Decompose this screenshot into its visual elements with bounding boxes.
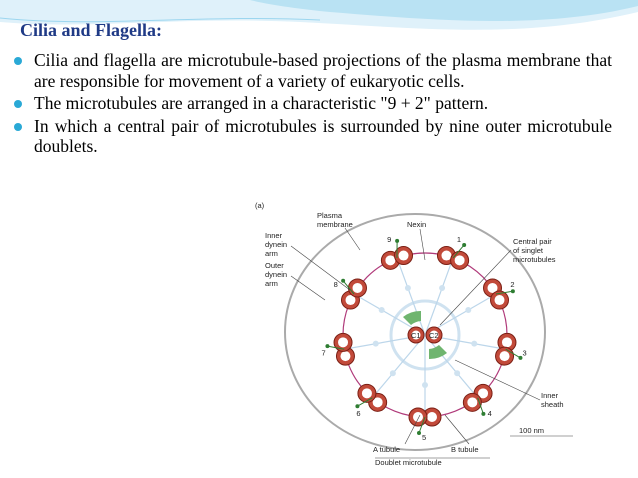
doublet-number: 4 xyxy=(487,409,492,419)
axoneme-diagram xyxy=(255,200,577,478)
doublet-number: 7 xyxy=(321,348,326,358)
label-nexin: Nexin xyxy=(407,220,427,229)
dynein-arm-head xyxy=(417,431,421,435)
central-number: C2 xyxy=(429,331,439,340)
radial-spoke xyxy=(372,335,425,398)
central-number: C1 xyxy=(411,331,421,340)
bullet-item xyxy=(12,93,612,114)
central-sheath-projection xyxy=(403,311,421,325)
label-inner-dynein-2: dynein xyxy=(265,240,288,249)
dynein-arm-head xyxy=(395,239,399,243)
dynein-arm-head xyxy=(481,412,485,416)
spoke-head xyxy=(390,370,396,376)
b-tubule-lumen xyxy=(413,412,423,422)
slide-title: Cilia and Flagella: xyxy=(20,20,163,40)
doublet-number: 8 xyxy=(333,280,338,289)
a-tubule-lumen xyxy=(340,351,350,361)
label-outer-dynein-2: dynein xyxy=(265,270,288,279)
dynein-arm-head xyxy=(341,279,345,283)
axoneme-diagram-svg xyxy=(255,200,577,478)
radial-spoke xyxy=(425,335,478,398)
panel-label: (a) xyxy=(255,201,265,210)
label-b-tubule: B tubule xyxy=(451,445,479,454)
label-outer-dynein-3: arm xyxy=(265,279,278,288)
microtubule-doublet xyxy=(322,333,355,365)
a-tubule-lumen xyxy=(427,412,437,422)
microtubule-doublet xyxy=(463,384,492,418)
bullet-item xyxy=(12,116,612,157)
central-sheath-projection xyxy=(429,345,447,359)
spoke-head xyxy=(454,370,460,376)
b-tubule-lumen xyxy=(399,251,409,261)
doublet-number: 1 xyxy=(456,235,462,245)
microtubule-doublet xyxy=(437,235,468,269)
bullet-text: The microtubules are arranged in a characteristic "9 + 2" pattern. xyxy=(34,93,489,113)
b-tubule-lumen xyxy=(500,351,510,361)
b-tubule-lumen xyxy=(338,337,348,347)
dynein-arm-head xyxy=(462,243,466,247)
label-scale: 100 nm xyxy=(519,426,545,435)
label-central-pair-1: Central pair xyxy=(513,237,552,246)
bullet-list xyxy=(12,50,612,157)
label-inner-sheath-1: Inner xyxy=(541,391,559,400)
dynein-arm-head xyxy=(511,289,515,293)
microtubule-doublet xyxy=(334,279,367,309)
b-tubule-lumen xyxy=(362,388,372,398)
dynein-arm-head xyxy=(325,344,329,348)
spoke-head xyxy=(405,285,411,291)
label-membrane: membrane xyxy=(317,220,353,229)
spoke-head xyxy=(439,285,445,291)
doublet-number: 6 xyxy=(356,409,361,419)
spoke-head xyxy=(379,307,385,313)
b-tubule-lumen xyxy=(495,295,505,305)
doublet-number: 5 xyxy=(422,433,427,442)
a-tubule-lumen xyxy=(441,251,451,261)
doublet-number: 3 xyxy=(522,348,527,358)
label-a-tubule: A tubule xyxy=(373,445,401,454)
label-inner-dynein-1: Inner xyxy=(265,231,283,240)
dynein-arm-head xyxy=(355,404,359,408)
a-tubule-lumen xyxy=(502,337,512,347)
label-doublet: Doublet microtubule xyxy=(375,458,442,467)
b-tubule-lumen xyxy=(455,255,465,265)
a-tubule-lumen xyxy=(385,255,395,265)
microtubule-doublet xyxy=(496,333,527,365)
b-tubule-lumen xyxy=(467,397,477,407)
microtubule-doublet xyxy=(484,279,515,309)
microtubule-doublet xyxy=(355,384,386,418)
bullet-text: Cilia and flagella are microtubule-based projections of the plasma membrane that are responsible for movement of a variety of eukaryotic cells. xyxy=(34,50,612,91)
label-inner-dynein-3: arm xyxy=(265,249,278,258)
doublet-number: 9 xyxy=(387,235,392,245)
spoke-head xyxy=(422,382,428,388)
label-plasma: Plasma xyxy=(317,211,343,220)
spoke-head xyxy=(373,341,379,347)
bullet-item xyxy=(12,50,612,91)
spoke-head xyxy=(471,341,477,347)
bullet-dot-icon xyxy=(14,57,22,65)
label-outer-dynein-1: Outer xyxy=(265,261,284,270)
microtubule-doublet xyxy=(409,408,441,442)
bullet-dot-icon xyxy=(14,100,22,108)
radial-spoke xyxy=(425,258,453,335)
label-inner-sheath-2: sheath xyxy=(541,400,564,409)
spoke-head xyxy=(465,307,471,313)
b-tubule-lumen xyxy=(352,283,362,293)
label-central-pair-2: of singlet xyxy=(513,246,544,255)
doublet-number: 2 xyxy=(510,280,515,289)
bullet-dot-icon xyxy=(14,123,22,131)
bullet-text: In which a central pair of microtubules is surrounded by nine outer microtubule doublets. xyxy=(34,115,612,156)
label-central-pair-3: microtubules xyxy=(513,255,556,264)
microtubule-doublet xyxy=(381,235,412,269)
